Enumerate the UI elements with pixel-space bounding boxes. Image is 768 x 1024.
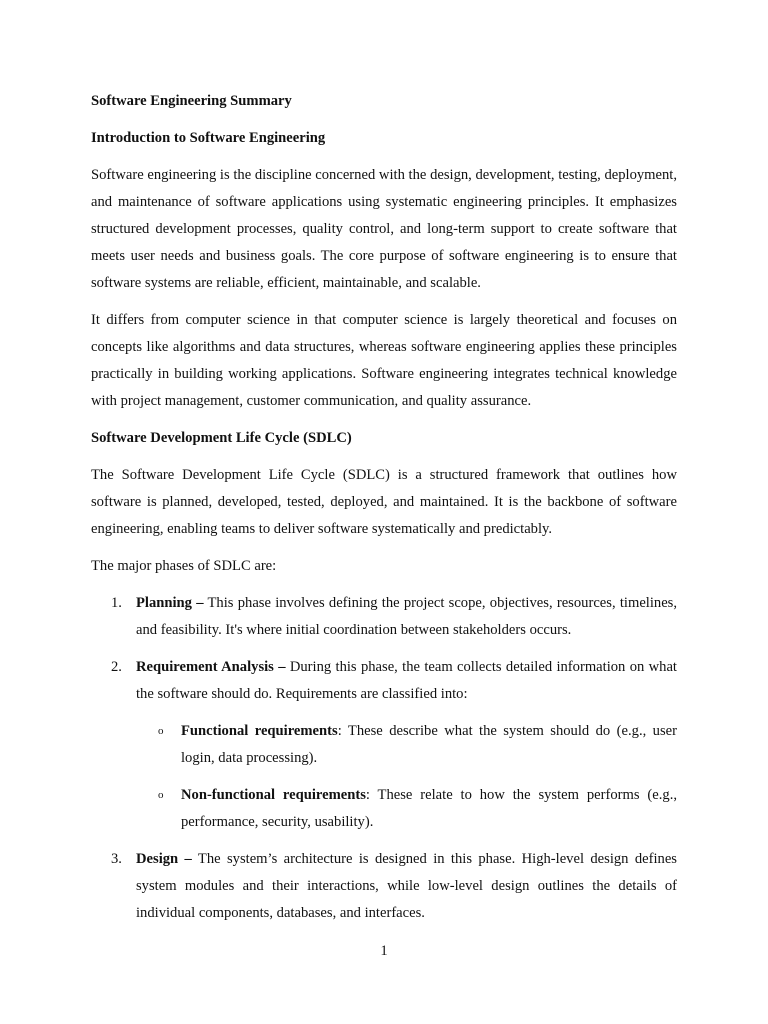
section-heading-introduction: Introduction to Software Engineering (91, 130, 326, 146)
phase-description: This phase involves defining the project scope, objectives, resources, timelines, and feasibility. It's where initial coordination between stakeholders occurs. (136, 595, 678, 638)
list-number: 1. (111, 595, 122, 611)
document-page (91, 88, 677, 927)
phase-description: The system’s architecture is designed in this phase. High-level design defines system modules and their interactions, while low-level design outlines the details of individual components, databases, and interfaces. (136, 851, 677, 921)
phase-description: During this phase, the team collects detailed information on what the software should do. Requirements are classified into: (136, 659, 677, 702)
document-title: Software Engineering Summary (91, 93, 292, 109)
phase-item-design (91, 846, 677, 927)
subitem-label: Functional requirements (181, 723, 338, 739)
subitem-non-functional-requirements (136, 782, 677, 836)
sdlc-phase-list (91, 590, 677, 927)
subitem-description: : These relate to how the system performs (e.g., performance, security, usability). (181, 787, 677, 830)
phase-item-requirement-analysis (91, 654, 677, 836)
bullet-icon: o (158, 725, 164, 737)
page-number: 1 (380, 943, 388, 959)
phase-label: Design – (136, 851, 192, 867)
bullet-icon: o (158, 789, 164, 801)
phase-label: Planning – (136, 595, 204, 611)
requirement-types-list (136, 718, 677, 836)
phase-label: Requirement Analysis – (136, 659, 286, 675)
intro-paragraph-1: Software engineering is the discipline concerned with the design, development, testing, deployment, and maintenance of software applications using systematic engineering principles. It emphasizes structured development processes, quality control, and long-term support to create software that meets user needs and business goals. The core purpose of software engineering is to ensure that software systems are reliable, efficient, maintainable, and scalable. (91, 167, 677, 291)
sdlc-paragraph-1: The Software Development Life Cycle (SDLC) is a structured framework that outlines how software is planned, developed, tested, deployed, and maintained. It is the backbone of software engineering, enabling teams to deliver software systematically and predictably. (91, 467, 677, 537)
subitem-description: : These describe what the system should do (e.g., user login, data processing). (181, 723, 677, 766)
list-number: 3. (111, 851, 122, 867)
intro-paragraph-2: It differs from computer science in that computer science is largely theoretical and focuses on concepts like algorithms and data structures, whereas software engineering applies these principles practically in building working applications. Software engineering integrates technical knowledge with project management, customer communication, and quality assurance. (91, 312, 677, 409)
phase-item-planning (91, 590, 677, 644)
subitem-functional-requirements (136, 718, 677, 772)
list-number: 2. (111, 659, 122, 675)
section-heading-sdlc: Software Development Life Cycle (SDLC) (91, 430, 352, 446)
subitem-label: Non-functional requirements (181, 787, 366, 803)
sdlc-phases-intro: The major phases of SDLC are: (91, 558, 277, 574)
